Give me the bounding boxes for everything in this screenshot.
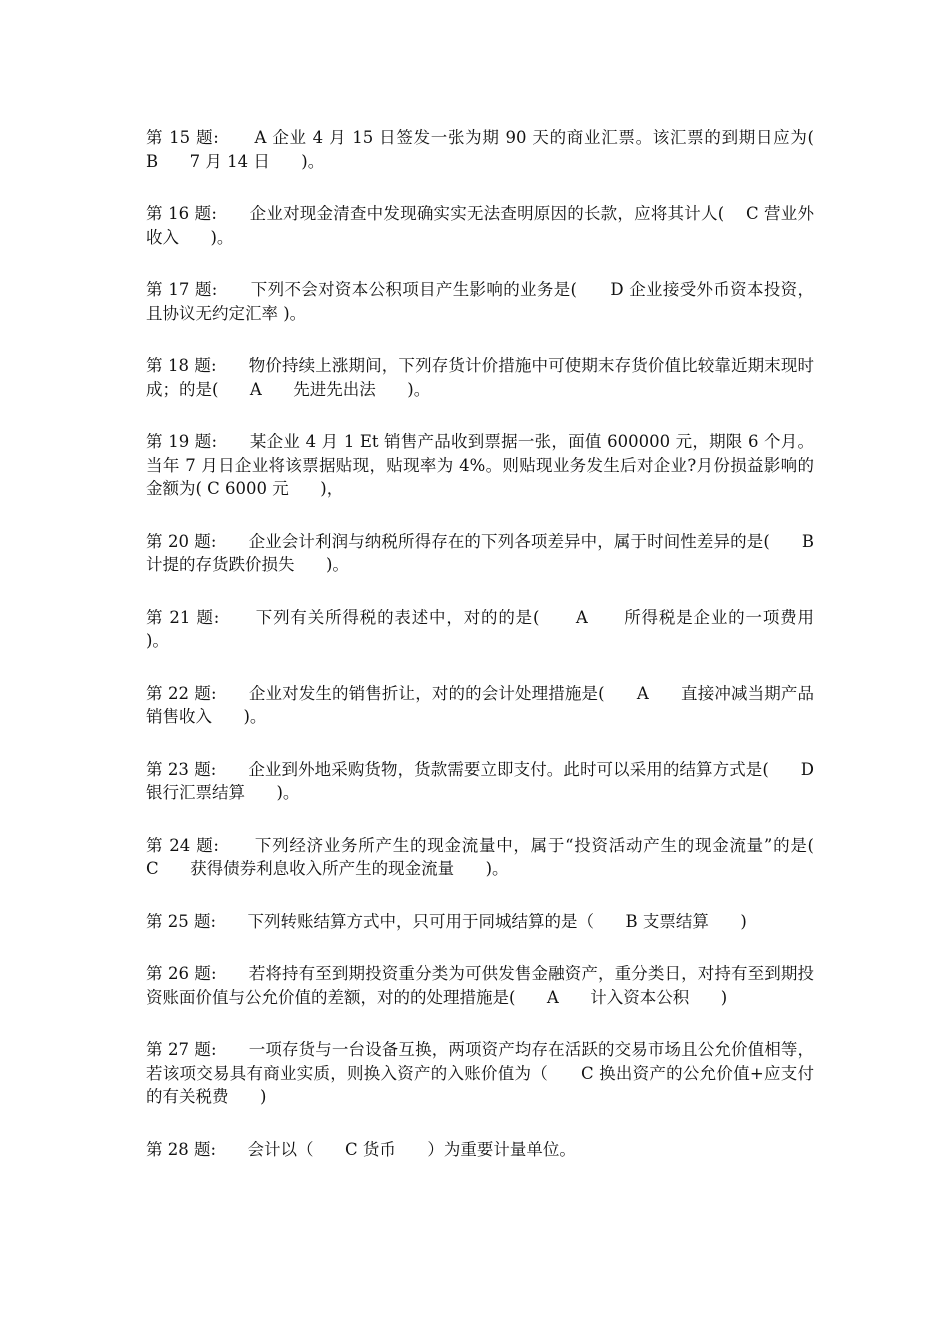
question-25: 第 25 题: 下列转账结算方式中，只可用于同城结算的是（ B 支票结算 ) <box>146 911 747 931</box>
question-16: 第 16 题: 企业对现金清查中发现确实实无法查明原因的长款，应将其计人( C 营业外收入 )。 <box>146 204 814 247</box>
question-24: 第 24 题: 下列经济业务所产生的现金流量中，属于“投资活动产生的现金流量”的是( C 获得债券利息收入所产生的现金流量 )。 <box>146 835 846 878</box>
question-27: 第 27 题: 一项存货与一台设备互换，两项资产均存在活跃的交易市场且公允价值相等，若该项交易具有商业实质，则换入资产的入账价值为（ C 换出资产的公允价值+应支付的有关税费 ) <box>146 1040 814 1106</box>
question-26: 第 26 题: 若将持有至到期投资重分类为可供发售金融资产，重分类日，对持有至到期投资账面价值与公允价值的差额，对的的处理措施是( A 计入资本公积 ) <box>146 964 814 1007</box>
question-17: 第 17 题: 下列不会对资本公积项目产生影响的业务是( D 企业接受外币资本投资，且协议无约定汇率 )。 <box>146 280 814 323</box>
question-18: 第 18 题: 物价持续上涨期间，下列存货计价措施中可使期末存货价值比较靠近期末现时成；的是( A 先进先出法 )。 <box>146 356 814 399</box>
question-20: 第 20 题: 企业会计利润与纳税所得存在的下列各项差异中，属于时间性差异的是( B 计提的存货跌价损失 )。 <box>146 531 846 574</box>
question-28: 第 28 题: 会计以（ C 货币 ）为重要计量单位。 <box>146 1139 576 1159</box>
question-list <box>146 126 846 1190</box>
question-21: 第 21 题: 下列有关所得税的表述中，对的的是( A 所得税是企业的一项费用 )。 <box>146 607 846 650</box>
question-23: 第 23 题: 企业到外地采购货物，货款需要立即支付。此时可以采用的结算方式是( D 银行汇票结算 )。 <box>146 759 846 802</box>
question-15: 第 15 题: A 企业 4 月 15 日签发一张为期 90 天的商业汇票。该汇票的到期日应为( B 7 月 14 日 )。 <box>146 128 846 171</box>
question-22: 第 22 题: 企业对发生的销售折让，对的的会计处理措施是( A 直接冲减当期产品销售收入 )。 <box>146 683 814 726</box>
question-19: 第 19 题: 某企业 4 月 1 Et 销售产品收到票据一张，面值 600000 元，期限 6 个月。当年 7 月日企业将该票据贴现，贴现率为 4%。则贴现业务发生后对企业?月份损益影响的金额为( C 6000 元 )， <box>146 432 814 498</box>
